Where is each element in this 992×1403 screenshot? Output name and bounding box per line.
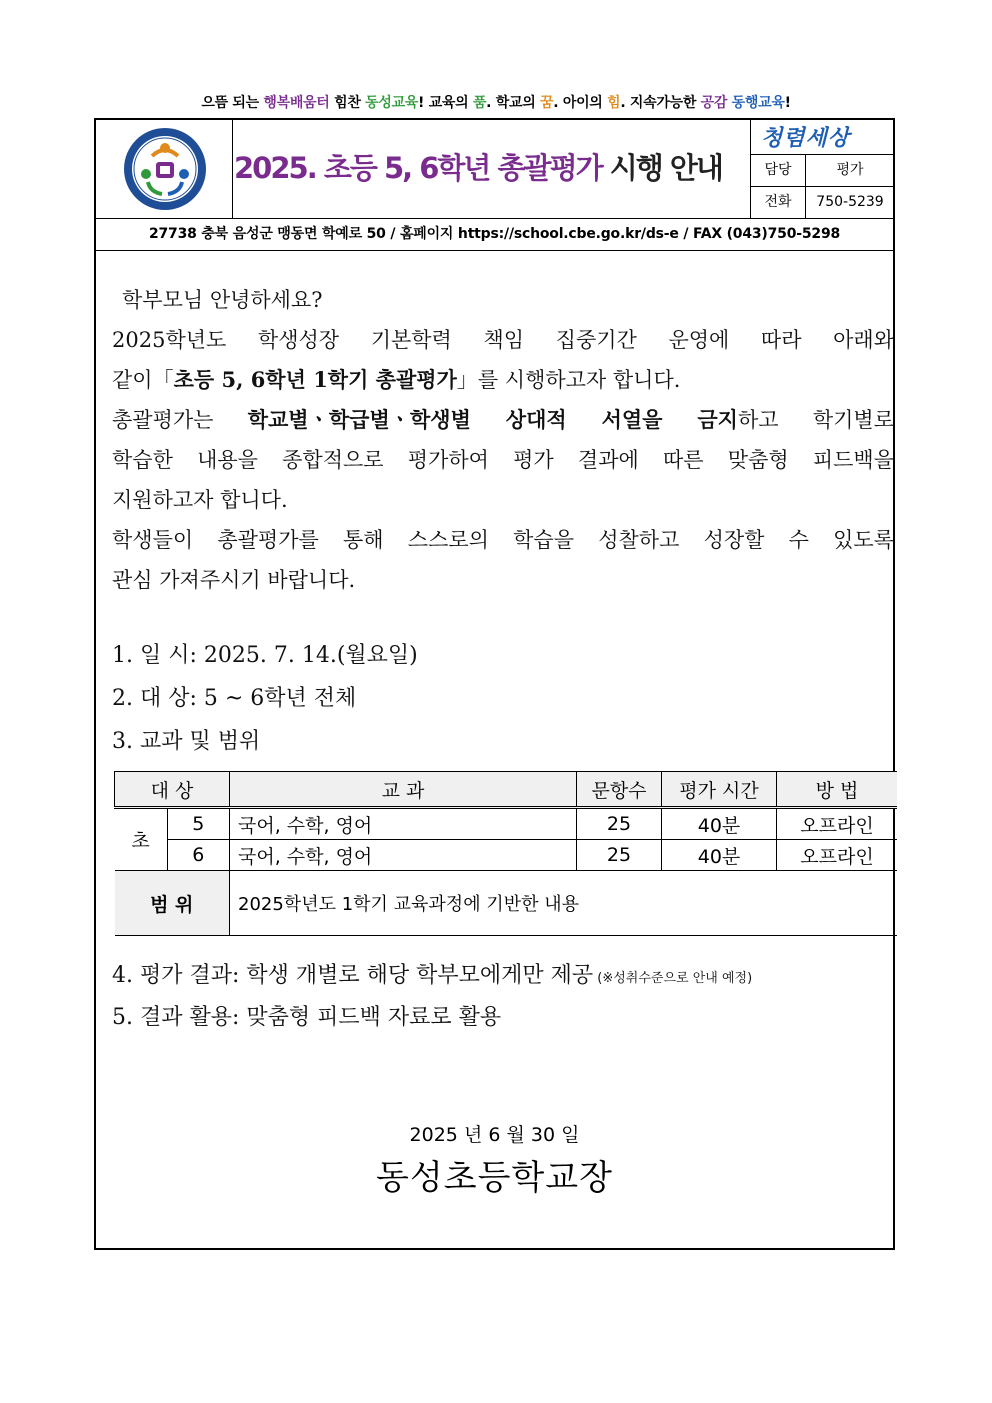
slogan-highlight: 동성교육 [365,95,419,111]
item-result [112,958,894,989]
emphasis: 학교별ㆍ학급별ㆍ학생별 상대적 서열을 금지 [247,407,738,432]
table-header-row [115,772,898,808]
slogan-text: . 학교의 [486,95,541,111]
subjects-cell: 국어, 수학, 영어 [230,808,577,840]
letterhead [96,120,893,219]
slogan-highlight: 행복배움터 [263,95,330,111]
range-row [115,871,898,936]
charge-value: 평가 [836,162,864,178]
contact-box [750,120,894,218]
greeting: 학부모님 안녕하세요? [122,288,323,312]
slogan-highlight: 힘 [607,95,621,111]
grade-cell: 6 [167,840,230,871]
body-line: 관심 가져주시기 바랍니다. [112,568,356,592]
exam-table [114,771,897,936]
header-subject: 교 과 [230,772,577,808]
body-line: 지원하고자 합니다. [112,488,288,512]
phone-label: 전화 [751,186,806,218]
method-cell: 오프라인 [777,808,898,840]
slogan-highlight: 품 [472,95,487,111]
range-value: 2025학년도 1학기 교육과정에 기반한 내용 [230,871,898,936]
charge-label: 담당 [751,154,806,186]
item-result-note: (※성취수준으로 안내 예정) [593,971,753,986]
body-line: 학생들이 총괄평가를 통해 스스로의 학습을 성찰하고 성장할 수 있도록 [112,528,894,552]
integrity-logo [751,120,894,155]
title-colored: 2025. 초등 5, 6학년 총괄평가 [234,151,602,185]
item-subjects: 3. 교과 및 범위 [112,729,261,754]
grade-cell: 5 [167,808,230,840]
count-cell: 25 [577,808,662,840]
body-text: 총괄평가는 [112,408,248,432]
integrity-logo-text: 청렴세상 [761,125,851,151]
slogan-text: 으뜸 되는 [201,95,264,111]
table-row [115,808,898,840]
body-line: 2025학년도 학생성장 기본학력 책임 집중기간 운영에 따라 아래와 [112,328,894,352]
slogan-text: 힘찬 [329,95,366,111]
method-cell: 오프라인 [777,840,898,871]
subjects-cell: 국어, 수학, 영어 [230,840,577,871]
slogan-text: . 아이의 [553,95,608,111]
slogan-highlight: 공감 [700,95,728,111]
header-method: 방 법 [777,772,898,808]
document-frame [94,118,895,1250]
range-label: 범 위 [115,871,230,936]
body-line [112,364,894,394]
quote-open: 같이「 [112,368,174,392]
document-title [234,146,754,187]
item-result-text: 4. 평가 결과: 학생 개별로 해당 학부모에게만 제공 [112,963,594,988]
slogan-text: . 지속가능한 [620,95,701,111]
slogan [0,92,992,112]
item-target: 2. 대 상: 5 ~ 6학년 전체 [112,686,357,711]
charge-row [751,154,894,187]
body-text: 하고 학기별로 [737,408,894,432]
item-usage: 5. 결과 활용: 맞춤형 피드백 자료로 활용 [112,1005,502,1030]
school-emblem-icon [122,126,208,212]
time-cell: 40분 [662,840,777,871]
body-line [112,404,894,434]
logo-cell [96,120,233,218]
issue-date: 2025 년 6 월 30 일 [409,1124,580,1146]
count-cell: 25 [577,840,662,871]
phone-value: 750-5239 [816,194,884,210]
slogan-text: ! 교육의 [418,95,473,111]
header-time: 평가 시간 [662,772,777,808]
principal-signature: 동성초등학교장 [376,1158,613,1198]
slogan-text: ! [784,95,791,111]
slogan-highlight: 동행교육 [727,95,785,111]
quote-close: 」를 시행하고자 합니다. [456,368,681,392]
slogan-highlight: 꿈 [540,95,554,111]
title-black: 시행 안내 [601,151,722,185]
item-date: 1. 일 시: 2025. 7. 14.(월요일) [112,643,418,668]
phone-row [751,186,894,218]
table-row [115,840,898,871]
address-line: 27738 충북 음성군 맹동면 학예로 50 / 홈페이지 https://school.cbe.go.kr/ds-e / FAX (043)750-5298 [96,218,893,251]
header-target: 대 상 [115,772,230,808]
header-count: 문항수 [577,772,662,808]
time-cell: 40분 [662,808,777,840]
level-cell: 초 [115,808,168,871]
body-line: 학습한 내용을 종합적으로 평가하여 평가 결과에 따른 맞춤형 피드백을 [112,448,894,472]
emphasis: 초등 5, 6학년 1학기 총괄평가 [173,367,457,392]
